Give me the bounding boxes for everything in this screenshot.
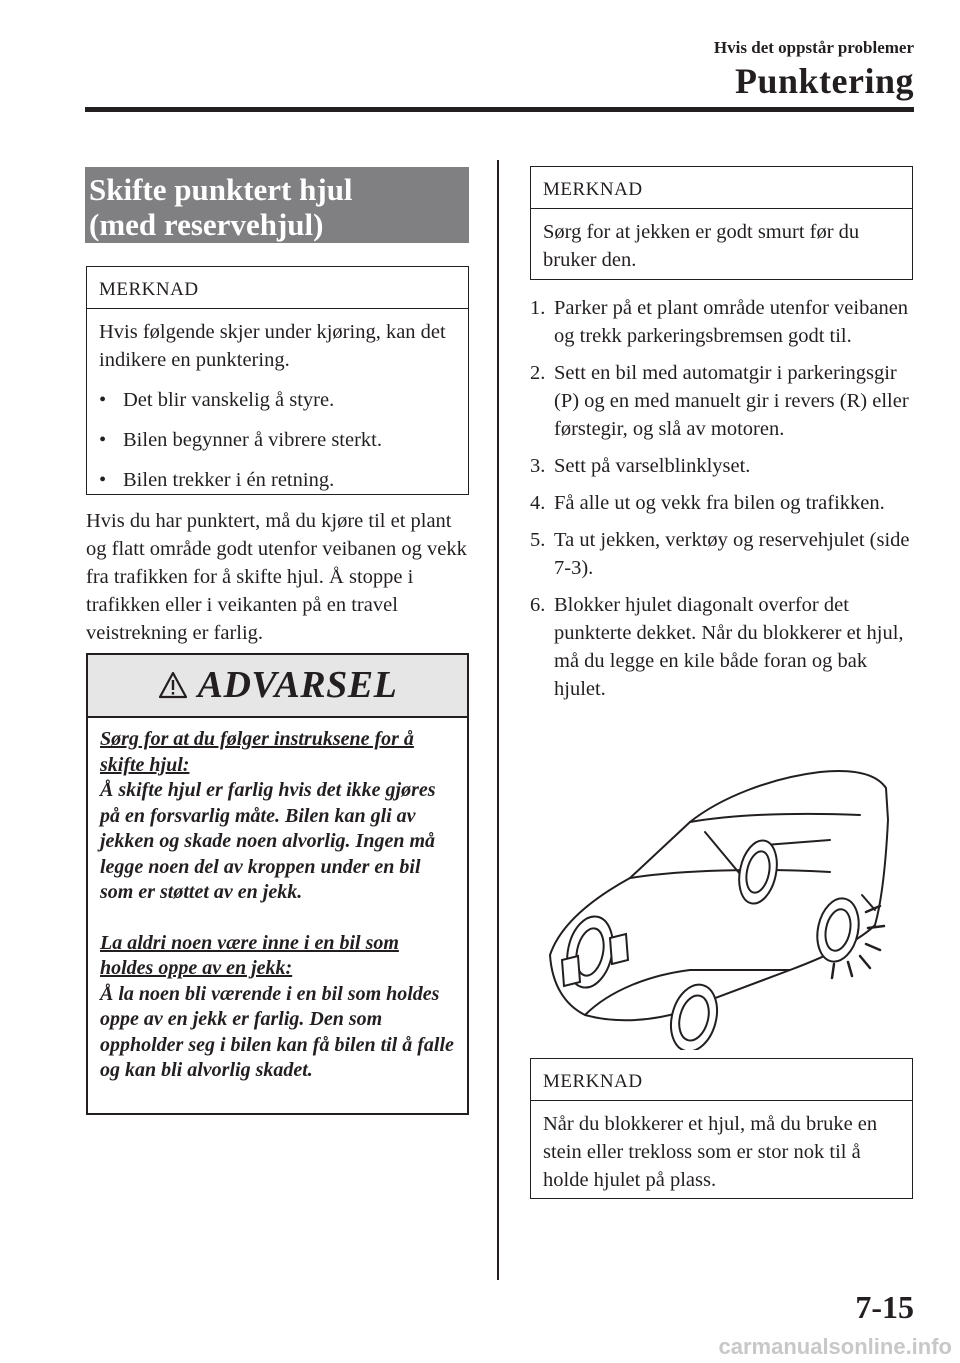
step-item xyxy=(530,452,915,480)
step-item xyxy=(530,489,915,517)
note-text: Hvis følgende skjer under kjøring, kan det indikere en punktering. xyxy=(99,321,446,371)
column-divider xyxy=(497,160,499,1280)
page-title: Punktering xyxy=(734,61,914,101)
bullet-icon: • xyxy=(99,389,107,411)
note-box-chock xyxy=(530,1058,913,1199)
warning-heading-2: La aldri noen være inne i en bil som holdes oppe av en jekk: xyxy=(100,931,399,979)
note-body xyxy=(531,1101,912,1204)
car-wheel-chock-illustration xyxy=(530,760,920,1050)
section-heading-line2: (med reservehjul) xyxy=(89,207,324,242)
step-item xyxy=(530,591,915,703)
warning-box xyxy=(86,653,469,1115)
note-box-jack xyxy=(530,166,913,280)
step-number: 5. xyxy=(530,529,546,551)
warning-body xyxy=(88,718,467,1084)
step-text: Få alle ut og vekk fra bilen og trafikken. xyxy=(554,492,885,514)
step-item xyxy=(530,359,915,443)
list-item: • Bilen begynner å vibrere sterkt. xyxy=(99,426,456,454)
page-number: 7-15 xyxy=(855,1289,914,1325)
step-number: 3. xyxy=(530,455,546,477)
step-text: Parker på et plant område utenfor veibanen og trekk parkeringsbremsen godt til. xyxy=(554,297,909,347)
step-text: Sett en bil med automatgir i parkeringsgir (P) og en med manuelt gir i revers (R) eller førstegir, og slå av motoren. xyxy=(554,362,909,440)
watermark-text: carmanualsonline.info xyxy=(718,1334,952,1359)
section-heading xyxy=(85,167,469,243)
note-body xyxy=(87,309,468,504)
warning-triangle-icon xyxy=(158,671,188,699)
step-number: 6. xyxy=(530,594,546,616)
warning-text-1: Å skifte hjul er farlig hvis det ikke gjøres på en forsvarlig måte. Bilen kan gli av jekken og skade noen alvorlig. Ingen må legge noen del av kroppen under en bil som er støttet av en jekk. xyxy=(100,779,436,903)
warning-title: ADVARSEL xyxy=(197,664,398,706)
bullet-icon: • xyxy=(99,469,107,491)
step-text: Sett på varselblinklyset. xyxy=(554,455,751,477)
note-text: Når du blokkerer et hjul, må du bruke en stein eller trekloss som er stor nok til å holde hjulet på plass. xyxy=(543,1113,878,1191)
step-item xyxy=(530,294,915,350)
warning-text-2: Å la noen bli værende i en bil som holdes oppe av en jekk er farlig. Den som oppholder seg i bilen kan få bilen til å falle og kan bli alvorlig skadet. xyxy=(100,982,454,1081)
step-number: 4. xyxy=(530,492,546,514)
step-number: 1. xyxy=(530,297,546,319)
header-rule xyxy=(85,107,914,112)
note-body xyxy=(531,209,912,284)
warning-header xyxy=(88,655,467,718)
step-item xyxy=(530,526,915,582)
intro-paragraph: Hvis du har punktert, må du kjøre til et plant og flatt område godt utenfor veibanen og vekk fra trafikken for å skifte hjul. Å stoppe i trafikken eller i veikanten på en travel veistrekning er farlig. xyxy=(86,510,467,644)
note-title: MERKNAD xyxy=(531,1059,912,1101)
step-text: Ta ut jekken, verktøy og reservehjulet (side 7-3). xyxy=(554,529,910,579)
note-box-symptoms xyxy=(86,266,469,495)
steps-list xyxy=(530,294,915,712)
note-title: MERKNAD xyxy=(531,167,912,209)
note-title: MERKNAD xyxy=(87,267,468,309)
section-heading-line1: Skifte punktert hjul xyxy=(89,172,353,207)
note-text: Sørg for at jekken er godt smurt før du bruker den. xyxy=(543,221,860,271)
step-text: Blokker hjulet diagonalt overfor det punkterte dekket. Når du blokkerer et hjul, må du legge en kile både foran og bak hjulet. xyxy=(554,594,904,700)
list-item: • Bilen trekker i én retning. xyxy=(99,466,456,494)
bullet-icon: • xyxy=(99,429,107,451)
list-item: • Det blir vanskelig å styre. xyxy=(99,386,456,414)
warning-heading-1: Sørg for at du følger instruksene for å skifte hjul: xyxy=(100,728,414,776)
header-section-label: Hvis det oppstår problemer xyxy=(713,38,914,57)
spacer xyxy=(100,906,455,931)
step-number: 2. xyxy=(530,362,546,384)
